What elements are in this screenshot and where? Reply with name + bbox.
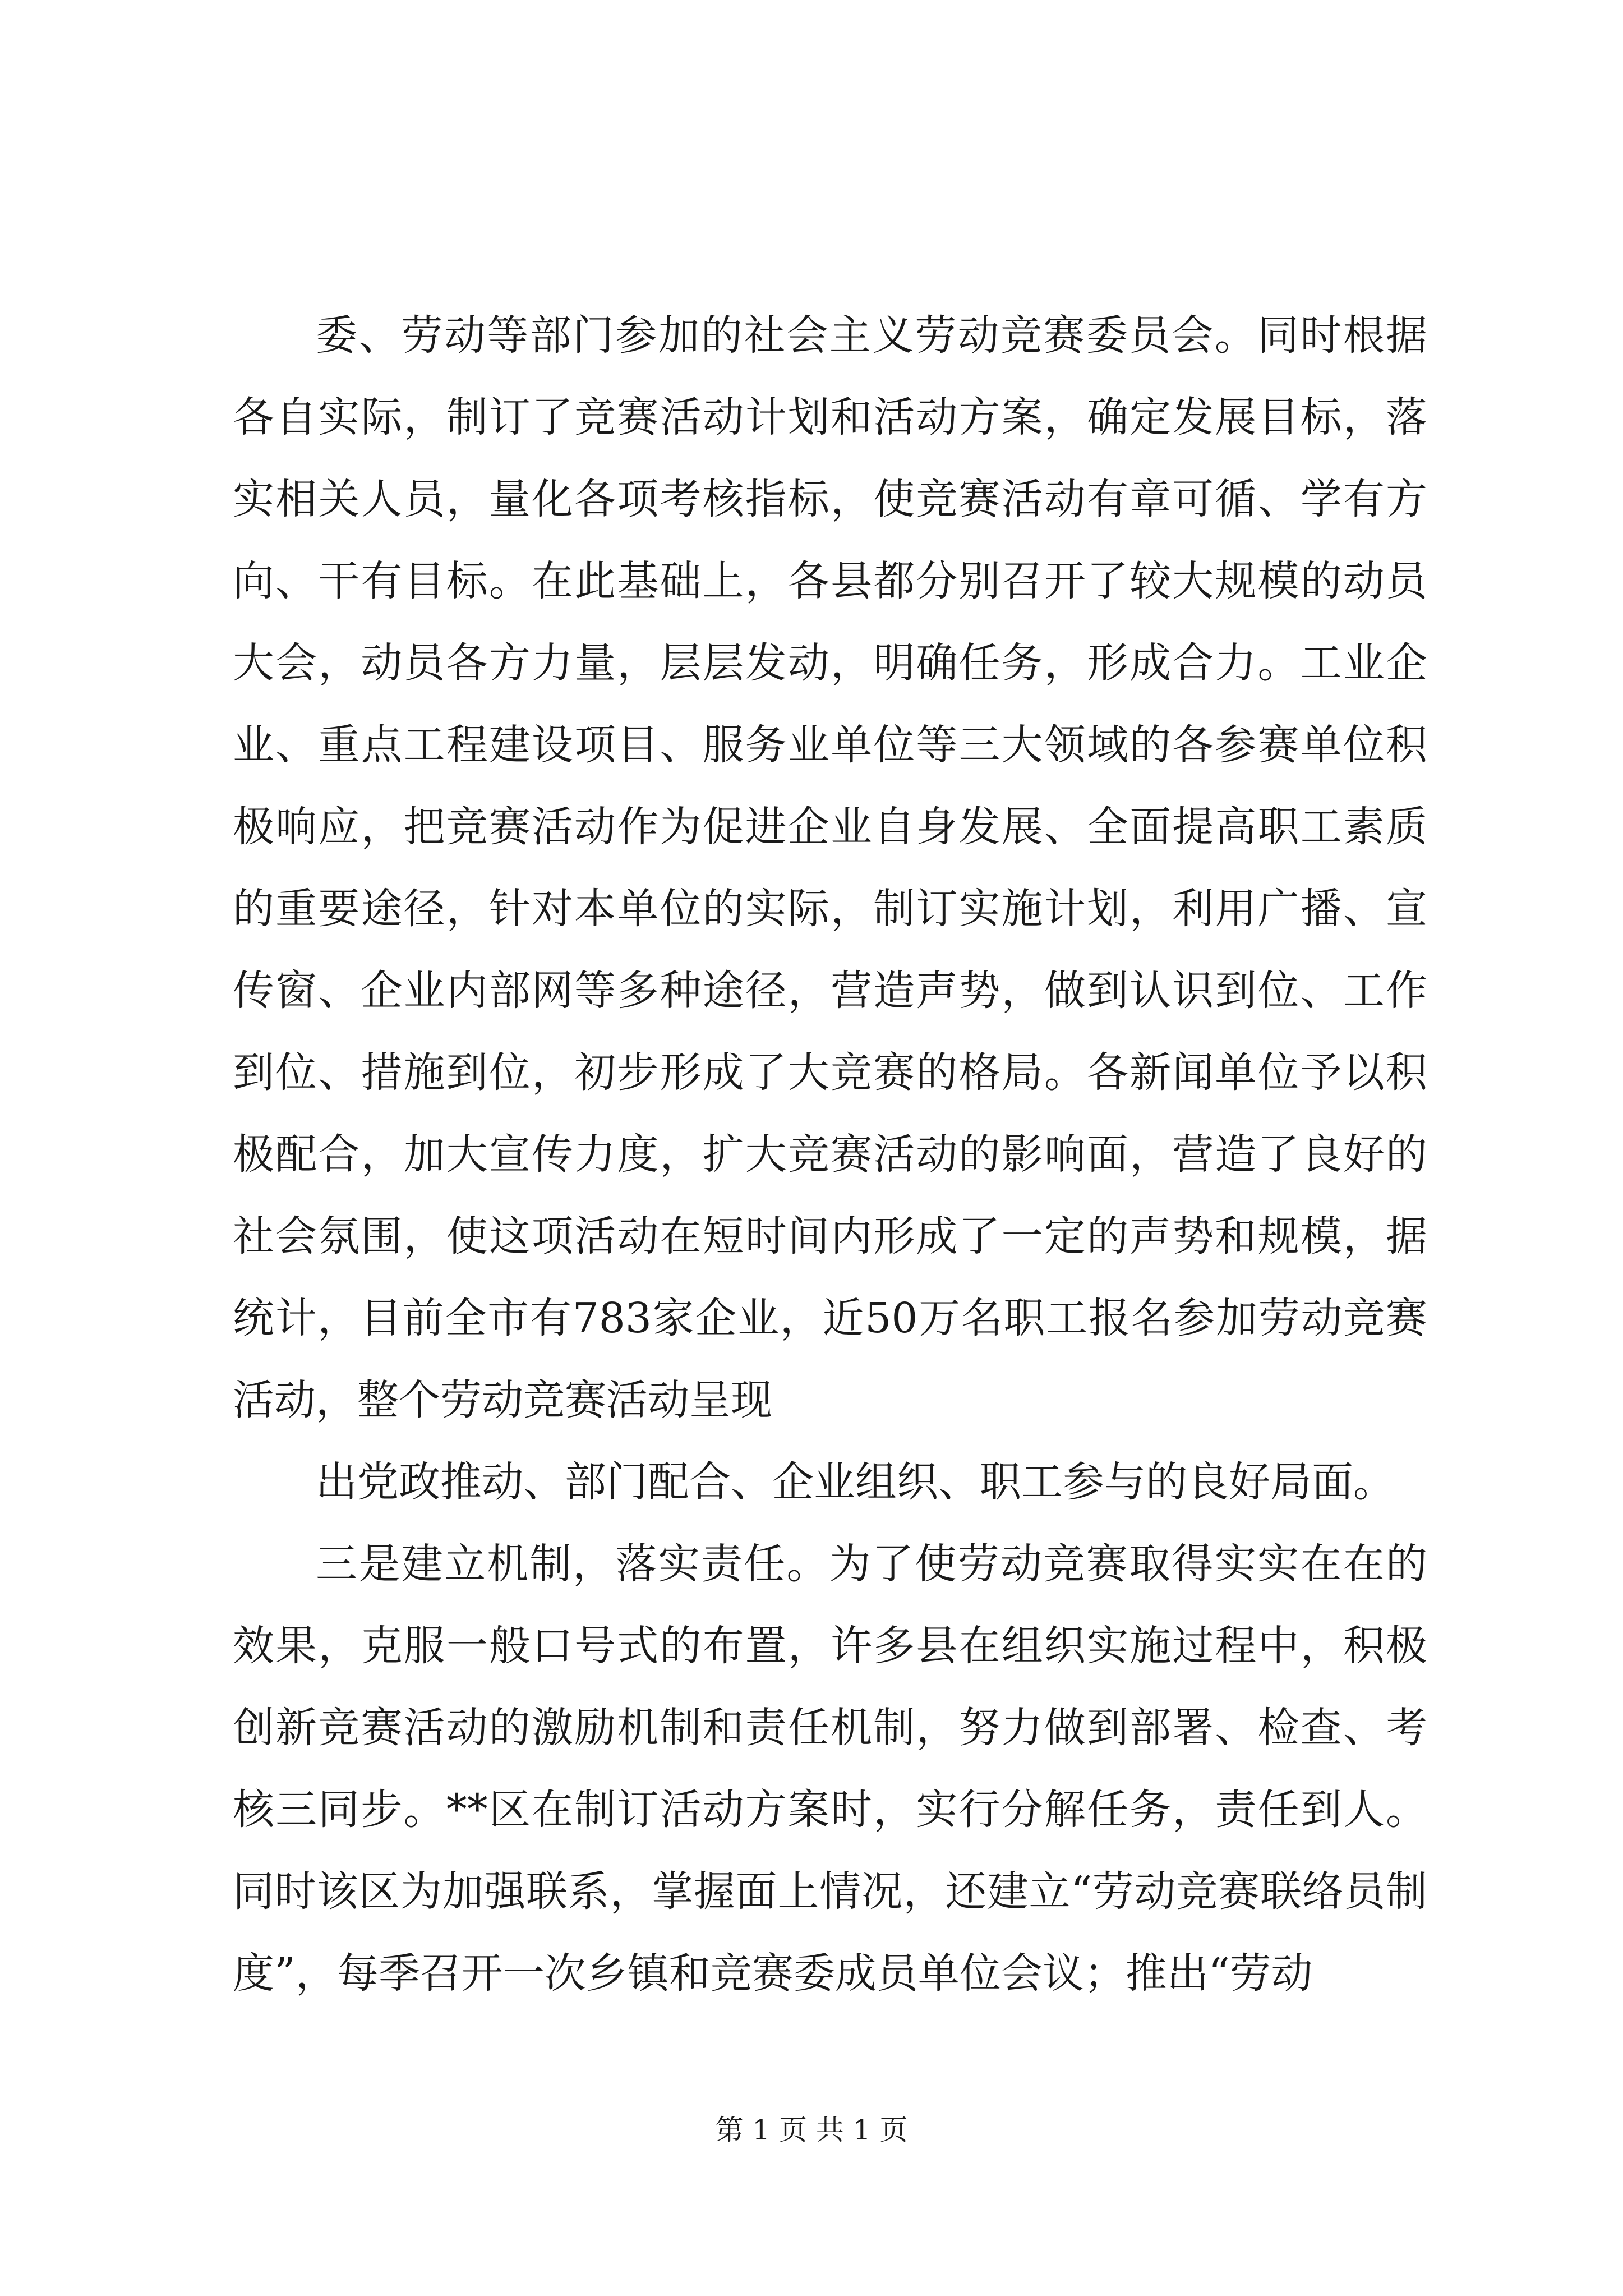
- document-body: [233, 295, 1427, 2014]
- page-footer: 第 1 页 共 1 页: [715, 2114, 908, 2146]
- paragraph-2: 出党政推动、部门配合、企业组织、职工参与的良好局面。: [316, 1458, 1395, 1506]
- paragraph-1: 委、劳动等部门参加的社会主义劳动竞赛委员会。同时根据各自实际，制订了竞赛活动计划和活动方案，确定发展目标，落实相关人员，量化各项考核指标，使竞赛活动有章可循、学有方向、干有目标。在此基础上，各县都分别召开了较大规模的动员大会，动员各方力量，层层发动，明确任务，形成合力。工业企业、重点工程建设项目、服务业单位等三大领域的各参赛单位积极响应，把竞赛活动作为促进企业自身发展、全面提高职工素质的重要途径，针对本单位的实际，制订实施计划，利用广播、宣传窗、企业内部网等多种途径，营造声势，做到认识到位、工作到位、措施到位，初步形成了大竞赛的格局。各新闻单位予以积极配合，加大宣传力度，扩大竞赛活动的影响面，营造了良好的社会氛围，使这项活动在短时间内形成了一定的声势和规模，据统计，目前全市有783家企业，近50万名职工报名参加劳动竞赛活动，整个劳动竞赛活动呈现: [233, 311, 1427, 1424]
- paragraph-3: 三是建立机制，落实责任。为了使劳动竞赛取得实实在在的效果，克服一般口号式的布置，许多县在组织实施过程中，积极创新竞赛活动的激励机制和责任机制，努力做到部署、检查、考核三同步。**区在制订活动方案时，实行分解任务，责任到人。同时该区为加强联系，掌握面上情况，还建立“劳动竞赛联络员制度”，每季召开一次乡镇和竞赛委成员单位会议；推出“劳动: [233, 1540, 1427, 1998]
